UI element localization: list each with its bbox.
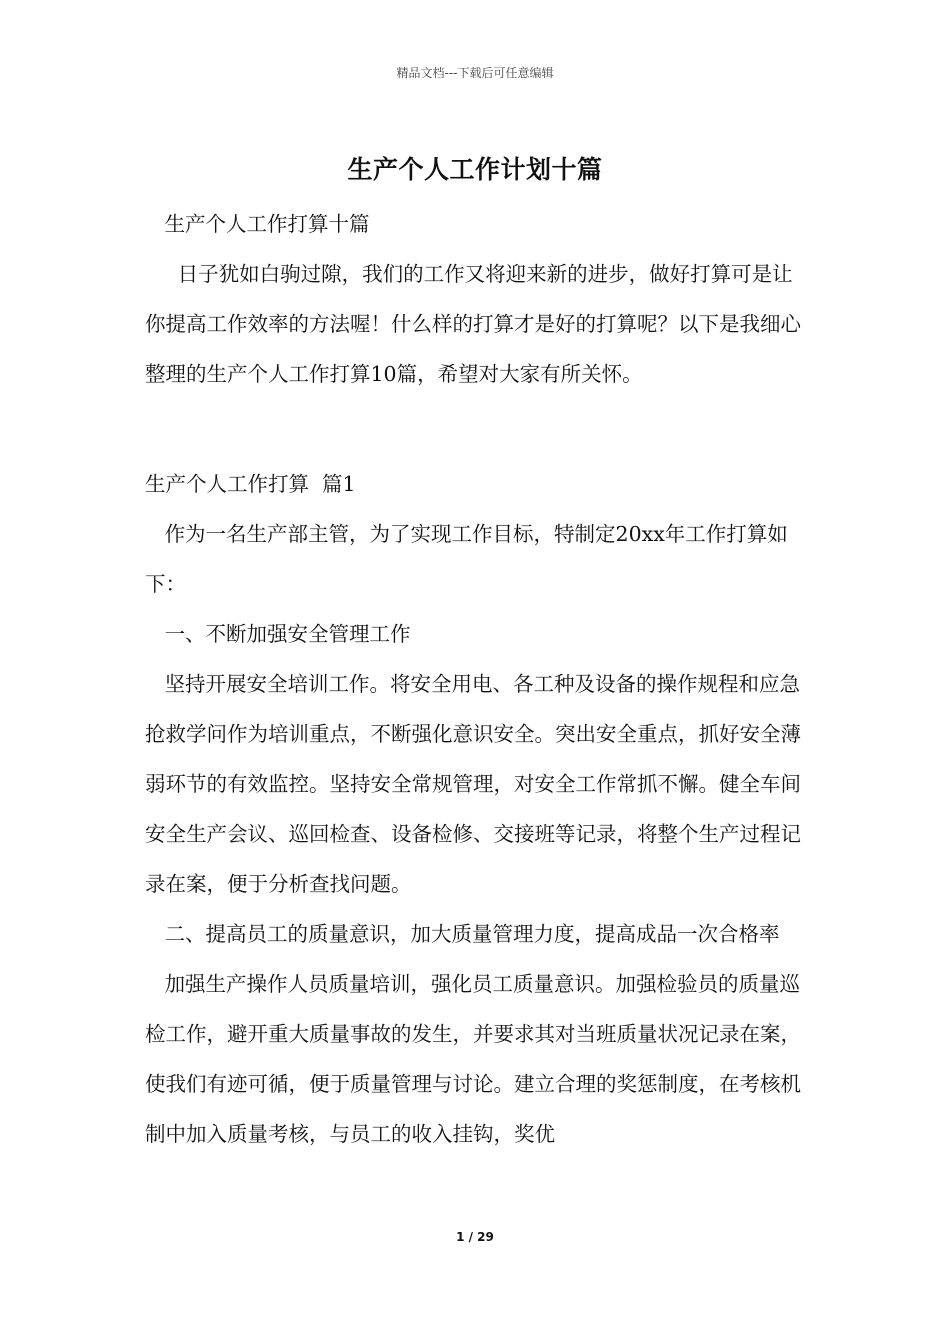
document-body: [145, 199, 810, 1159]
subheading: 二、提高员工的质量意识，加大质量管理力度，提高成品一次合格率: [145, 922, 780, 946]
paragraph-gap: [145, 399, 810, 459]
section-heading: 生产个人工作打算 篇1: [145, 472, 356, 496]
page-number: 1 / 29: [456, 1230, 494, 1244]
paragraph: 日子犹如白驹过隙，我们的工作又将迎来新的进步，做好打算可是让你提高工作效率的方法喔！什么样的打算才是好的打算呢？以下是我细心整理的生产个人工作打算10篇，希望对大家有所关怀。: [145, 262, 801, 386]
page-header: 精品文档---下载后可任意编辑: [396, 66, 554, 80]
paragraph: 作为一名生产部主管，为了实现工作目标，特制定20xx年工作打算如下：: [145, 522, 788, 596]
paragraph: 坚持开展安全培训工作。将安全用电、各工种及设备的操作规程和应急抢救学问作为培训重点，不断强化意识安全。突出安全重点，抓好安全薄弱环节的有效监控。坚持安全常规管理，对安全工作常抓不懈。健全车间安全生产会议、巡回检查、设备检修、交接班等记录，将整个生产过程记录在案，便于分析查找问题。: [145, 672, 801, 896]
paragraph: 加强生产操作人员质量培训，强化员工质量意识。加强检验员的质量巡检工作，避开重大质量事故的发生，并要求其对当班质量状况记录在案，使我们有迹可循，便于质量管理与讨论。建立合理的奖惩制度，在考核机制中加入质量考核，与员工的收入挂钩，奖优: [145, 972, 801, 1146]
document-title: 生产个人工作计划十篇: [347, 155, 603, 184]
subheading: 一、不断加强安全管理工作: [145, 622, 411, 646]
paragraph: 生产个人工作打算十篇: [145, 212, 370, 236]
